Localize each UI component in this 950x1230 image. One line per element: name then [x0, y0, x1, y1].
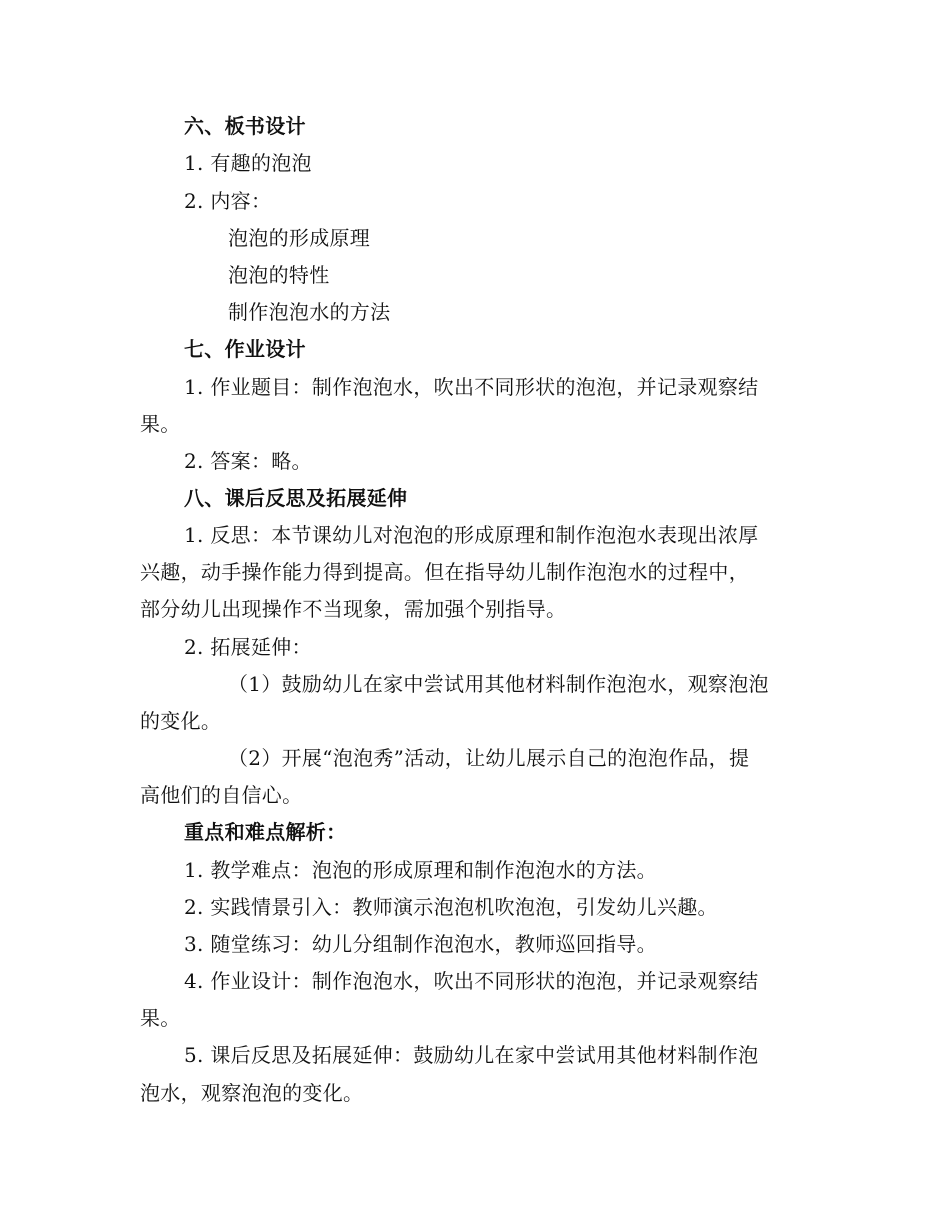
board-subitem-1: 泡泡的形成原理 — [228, 226, 371, 250]
homework-item-1-cont: 果。 — [140, 412, 181, 436]
section-heading-homework: 七、作业设计 — [184, 337, 306, 361]
analysis-item-1: 1. 教学难点：泡泡的形成原理和制作泡泡水的方法。 — [184, 858, 657, 882]
section-heading-reflection: 八、课后反思及拓展延伸 — [184, 486, 408, 510]
board-item-1: 1. 有趣的泡泡 — [184, 151, 312, 175]
analysis-item-5: 5. 课后反思及拓展延伸：鼓励幼儿在家中尝试用其他材料制作泡 — [184, 1043, 759, 1067]
board-subitem-2: 泡泡的特性 — [228, 263, 330, 287]
section-heading-analysis: 重点和难点解析： — [184, 820, 347, 844]
homework-item-1: 1. 作业题目：制作泡泡水，吹出不同形状的泡泡，并记录观察结 — [184, 375, 759, 399]
extension-item-2-cont: 高他们的自信心。 — [140, 783, 303, 807]
reflection-item-1: 1. 反思：本节课幼儿对泡泡的形成原理和制作泡泡水表现出浓厚 — [184, 523, 759, 547]
board-item-2: 2. 内容： — [184, 189, 272, 213]
analysis-item-2: 2. 实践情景引入：教师演示泡泡机吹泡泡，引发幼儿兴趣。 — [184, 895, 718, 919]
analysis-item-4: 4. 作业设计：制作泡泡水，吹出不同形状的泡泡，并记录观察结 — [184, 969, 759, 993]
extension-item-1-cont: 的变化。 — [140, 709, 222, 733]
section-heading-board: 六、板书设计 — [184, 114, 306, 138]
reflection-item-1-cont-1: 兴趣，动手操作能力得到提高。但在指导幼儿制作泡泡水的过程中， — [140, 560, 749, 584]
extension-item-2: （2）开展“泡泡秀”活动，让幼儿展示自己的泡泡作品，提 — [228, 746, 750, 770]
reflection-item-2: 2. 拓展延伸： — [184, 635, 312, 659]
extension-item-1: （1）鼓励幼儿在家中尝试用其他材料制作泡泡水，观察泡泡 — [228, 672, 769, 696]
analysis-item-5-cont: 泡水，观察泡泡的变化。 — [140, 1081, 364, 1105]
homework-item-2: 2. 答案：略。 — [184, 449, 312, 473]
analysis-item-4-cont: 果。 — [140, 1006, 181, 1030]
analysis-item-3: 3. 随堂练习：幼儿分组制作泡泡水，教师巡回指导。 — [184, 932, 657, 956]
board-subitem-3: 制作泡泡水的方法 — [228, 300, 391, 324]
reflection-item-1-cont-2: 部分幼儿出现操作不当现象，需加强个别指导。 — [140, 597, 567, 621]
